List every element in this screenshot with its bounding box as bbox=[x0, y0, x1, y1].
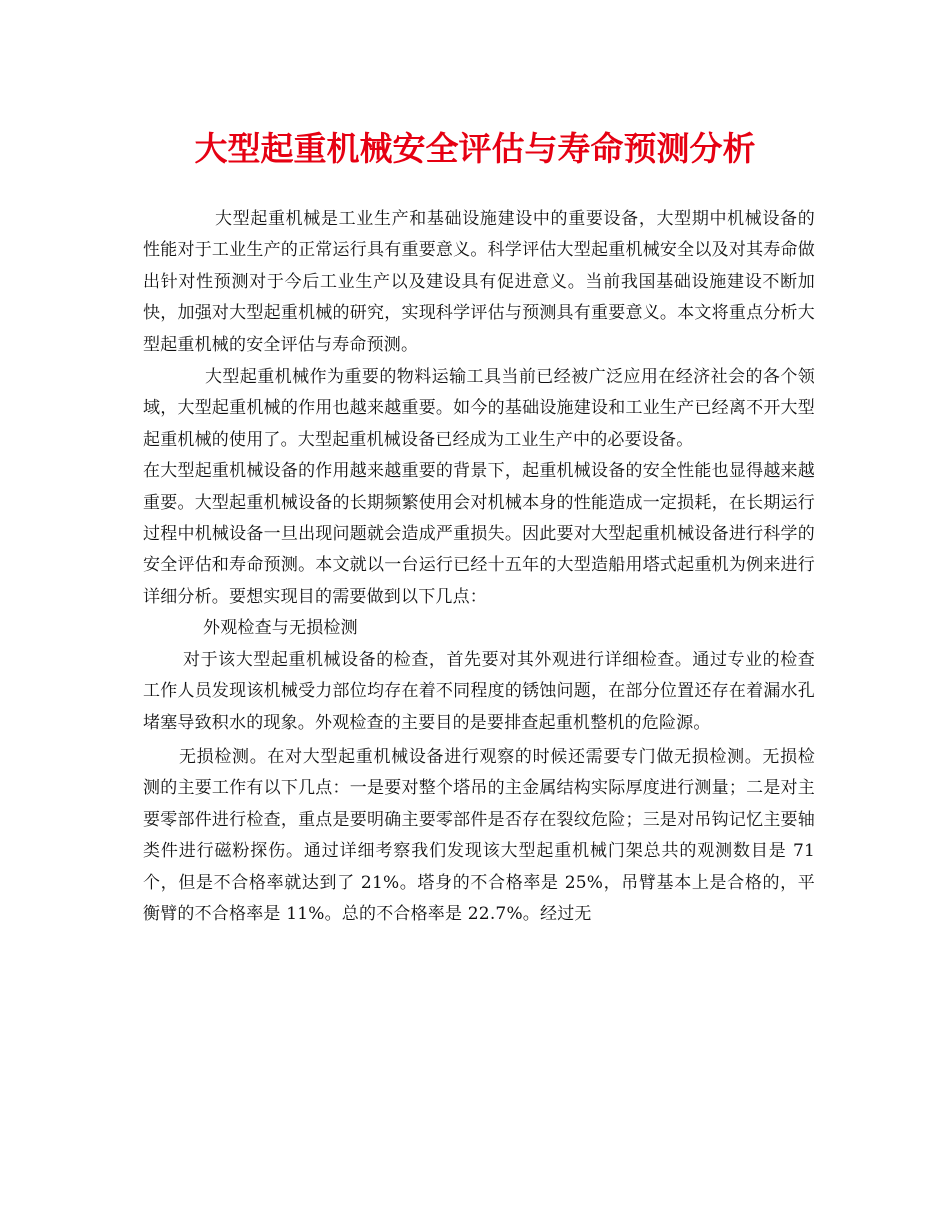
paragraph-visual-inspection: 对于该大型起重机械设备的检查，首先要对其外观进行详细检查。通过专业的检查工作人员发现该机械受力部位均存在着不同程度的锈蚀问题，在部分位置还存在着漏水孔堵塞导致积水的现象。外观检查的主要目的是要排查起重机整机的危险源。 bbox=[143, 649, 815, 733]
paragraph-nondestructive-testing: 无损检测。在对大型起重机械设备进行观察的时候还需要专门做无损检测。无损检测的主要工作有以下几点：一是要对整个塔吊的主金属结构实际厚度进行测量；二是对主要零部件进行检查，重点是要明确主要零部件是否存在裂纹危险；三是对吊钩记忆主要轴类件进行磁粉探伤。通过详细考察我们发现该大型起重机械门架总共的观测数目是 71 个，但是不合格率就达到了 21%。塔身的不合格率是 25%，吊臂基本上是合格的，平衡臂的不合格率是 11%。总的不合格率是 22.7%。经过无 bbox=[143, 746, 815, 924]
paragraph-background: 大型起重机械作为重要的物料运输工具当前已经被广泛应用在经济社会的各个领域，大型起重机械的作用也越来越重要。如今的基础设施建设和工业生产已经离不开大型起重机械的使用了。大型起重机械设备已经成为工业生产中的必要设备。 bbox=[143, 367, 815, 450]
section-heading-inspection: 外观检查与无损检测 bbox=[203, 618, 358, 639]
document-body bbox=[143, 204, 815, 930]
document-title: 大型起重机械安全评估与寿命预测分析 bbox=[194, 129, 756, 168]
paragraph-intro: 大型起重机械是工业生产和基础设施建设中的重要设备，大型期中机械设备的性能对于工业生产的正常运行具有重要意义。科学评估大型起重机械安全以及对其寿命做出针对性预测对于今后工业生产以及建设具有促进意义。当前我国基础设施建设不断加快，加强对大型起重机械的研究，实现科学评估与预测具有重要意义。本文将重点分析大型起重机械的安全评估与寿命预测。 bbox=[143, 209, 815, 355]
paragraph-safety-importance: 在大型起重机械设备的作用越来越重要的背景下，起重机械设备的安全性能也显得越来越重要。大型起重机械设备的长期频繁使用会对机械本身的性能造成一定损耗，在长期运行过程中机械设备一旦出现问题就会造成严重损失。因此要对大型起重机械设备进行科学的安全评估和寿命预测。本文就以一台运行已经十五年的大型造船用塔式起重机为例来进行详细分析。要想实现目的需要做到以下几点： bbox=[143, 461, 815, 607]
